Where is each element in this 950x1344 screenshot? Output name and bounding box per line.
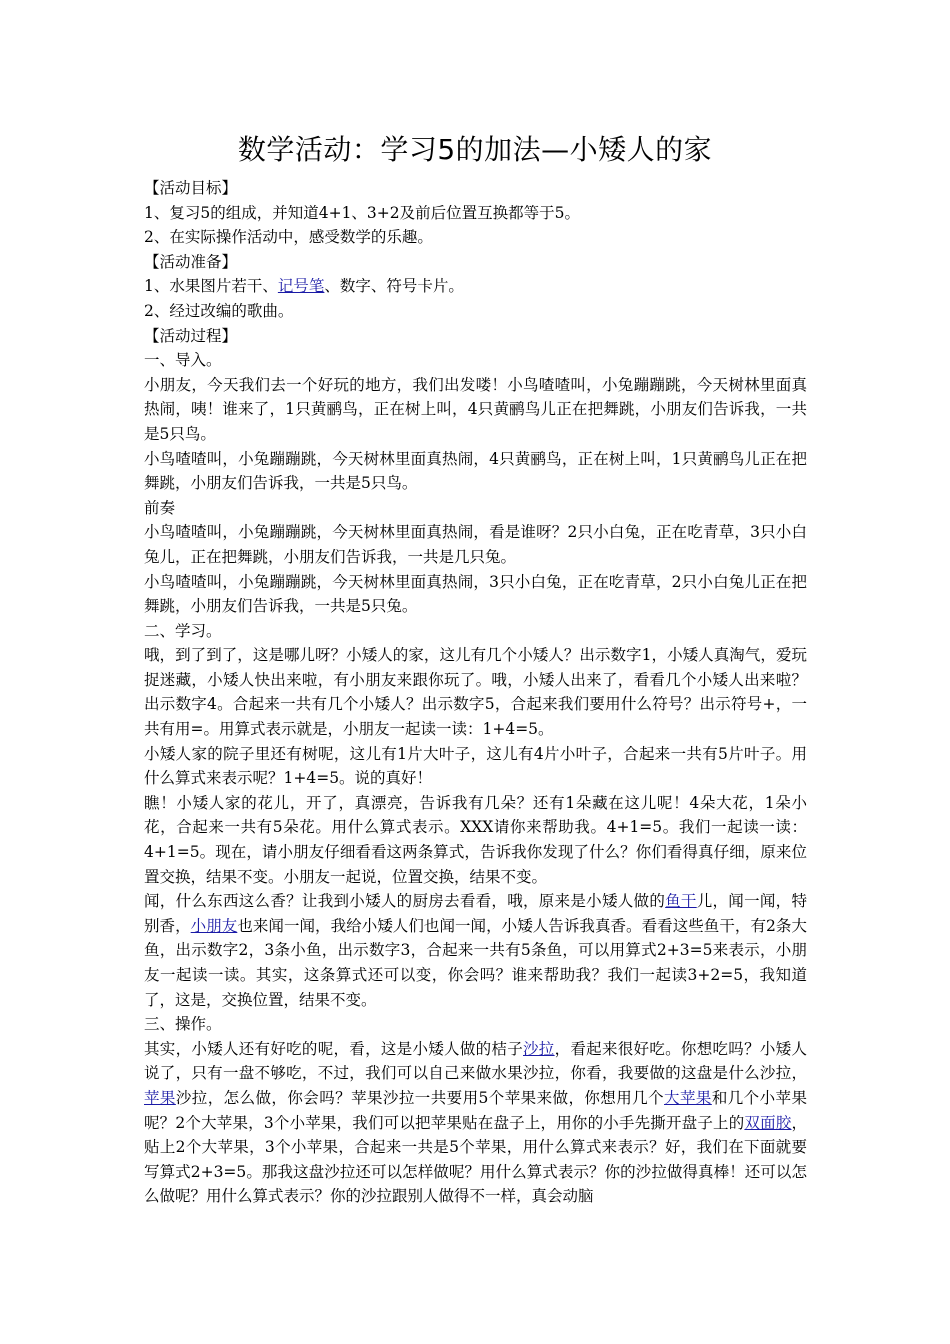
text-run: 小鸟喳喳叫，小兔蹦蹦跳，今天树林里面真热闹，看是谁呀？2只小白兔，正在吃青草，3只小白兔儿，正在把舞跳，小朋友们告诉我，一共是几只兔。: [144, 523, 807, 566]
paragraph: [144, 496, 807, 521]
text-run: 小朋友，今天我们去一个好玩的地方，我们出发喽！小鸟喳喳叫，小兔蹦蹦跳，今天树林里面真热闹，咦！谁来了，1只黄鹂鸟，正在树上叫，4只黄鹂鸟儿正在把舞跳，小朋友们告诉我，一共是5只鸟。: [144, 375, 807, 443]
paragraph: [144, 742, 807, 791]
inline-link[interactable]: 大苹果: [664, 1088, 712, 1107]
text-run: 也来闻一闻，我给小矮人们也闻一闻，小矮人告诉我真香。看看这些鱼干，有2条大鱼，出示数字2，3条小鱼，出示数字3，合起来一共有5条鱼，可以用算式2+3=5来表示，小朋友一起读一读。其实，这条算式还可以变，你会吗？谁来帮助我？我们一起读3+2=5，我知道了，这是，交换位置，结果不变。: [144, 916, 807, 1009]
paragraph: [144, 447, 807, 496]
paragraph: [144, 570, 807, 619]
inline-link[interactable]: 记号笔: [277, 277, 325, 296]
text-run: 闻，什么东西这么香？让我到小矮人的厨房去看看，哦，原来是小矮人做的: [144, 892, 666, 911]
text-run: 其实，小矮人还有好吃的呢，看，这是小矮人做的桔子: [144, 1039, 523, 1058]
paragraph: [144, 201, 807, 226]
paragraph: [144, 643, 807, 741]
text-run: 【活动目标】: [144, 179, 238, 197]
text-run: 1、复习5的组成，并知道4+1、3+2及前后位置互换都等于5。: [144, 203, 581, 222]
inline-link[interactable]: 小朋友: [190, 916, 238, 935]
text-run: 瞧！小矮人家的花儿，开了，真漂亮，告诉我有几朵？还有1朵藏在这儿呢！4朵大花，1朵小花，合起来一共有5朵花。用什么算式表示。XXX请你来帮助我。4+1=5。我们一起读一读：4+1=5。现在，请小朋友仔细看看这两条算式，告诉我你发现了什么？你们看得真仔细，原来位置交换，结果不变。小朋友一起说，位置交换，结果不变。: [144, 793, 807, 886]
text-run: ，贴上2个大苹果，3个小苹果，合起来一共是5个苹果，用什么算式来表示？好，我们在下面就要写算式2+3=5。那我这盘沙拉还可以怎样做呢？用什么算式表示？你的沙拉做得真棒！还可以怎么做呢？用什么算式表示？你的沙拉跟别人做得不一样，真会动脑: [144, 1113, 807, 1206]
text-run: 前奏: [144, 498, 176, 517]
text-run: 小鸟喳喳叫，小兔蹦蹦跳，今天树林里面真热闹，4只黄鹂鸟，正在树上叫，1只黄鹂鸟儿正在把舞跳，小朋友们告诉我，一共是5只鸟。: [144, 449, 807, 493]
paragraph: [144, 225, 807, 250]
text-run: ，看起来很好吃。你想吃吗？小矮人说了，只有一盘不够吃，不过，我们可以自己来做水果沙拉，你看，我要做的这盘是什么沙拉，: [144, 1039, 807, 1083]
inline-link[interactable]: 沙拉: [523, 1039, 555, 1058]
paragraph: [144, 299, 807, 324]
paragraph: [144, 1012, 807, 1037]
text-run: 【活动准备】: [144, 252, 238, 271]
inline-link[interactable]: 鱼干: [665, 892, 697, 911]
text-run: 小矮人家的院子里还有树呢，这儿有1片大叶子，这儿有4片小叶子，合起来一共有5片叶子。用什么算式来表示呢？1+4=5。说的真好！: [144, 744, 807, 788]
text-run: 三、操作。: [144, 1015, 222, 1034]
paragraph: [144, 176, 807, 201]
text-run: 儿，闻一闻，特别香，: [144, 892, 807, 935]
paragraph: [144, 791, 807, 889]
paragraph: [144, 348, 807, 373]
paragraph: [144, 324, 807, 349]
text-run: 二、学习。: [144, 621, 222, 640]
text-run: 【活动过程】: [144, 326, 238, 345]
paragraph: [144, 274, 807, 299]
inline-link[interactable]: 双面胶: [744, 1113, 792, 1132]
text-run: 哦，到了到了，这是哪儿呀？小矮人的家，这儿有几个小矮人？出示数字1，小矮人真淘气，爱玩捉迷藏，小矮人快出来啦，有小朋友来跟你玩了。哦，小矮人出来了，看看几个小矮人出来啦？出示数字4。合起来一共有几个小矮人？出示数字5，合起来我们要用什么符号？出示符号+，一共有用=。用算式表示就是，小朋友一起读一读：1+4=5。: [144, 646, 807, 739]
paragraph: [144, 619, 807, 644]
text-run: 2、经过改编的歌曲。: [144, 301, 294, 320]
paragraph: [144, 520, 807, 569]
paragraph: [144, 889, 807, 1012]
document-body: [144, 176, 807, 1209]
text-run: 和几个小苹果呢？2个大苹果，3个小苹果，我们可以把苹果贴在盘子上，用你的小手先撕开盘子上的: [144, 1088, 807, 1132]
text-run: 、数字、符号卡片。: [324, 277, 464, 296]
document-title: 数学活动：学习5的加法—小矮人的家: [237, 133, 713, 166]
text-run: 1、水果图片若干、: [144, 277, 278, 296]
paragraph: [144, 1037, 807, 1209]
text-run: 沙拉，怎么做，你会吗？苹果沙拉一共要用5个苹果来做，你想用几个: [175, 1088, 665, 1107]
text-run: 小鸟喳喳叫，小兔蹦蹦跳，今天树林里面真热闹，3只小白兔，正在吃青草，2只小白兔儿正在把舞跳，小朋友们告诉我，一共是5只兔。: [144, 572, 807, 616]
text-run: 一、导入。: [144, 351, 222, 370]
paragraph: [144, 373, 807, 447]
text-run: 2、在实际操作活动中，感受数学的乐趣。: [144, 228, 433, 247]
inline-link[interactable]: 苹果: [144, 1088, 176, 1107]
paragraph: [144, 250, 807, 275]
